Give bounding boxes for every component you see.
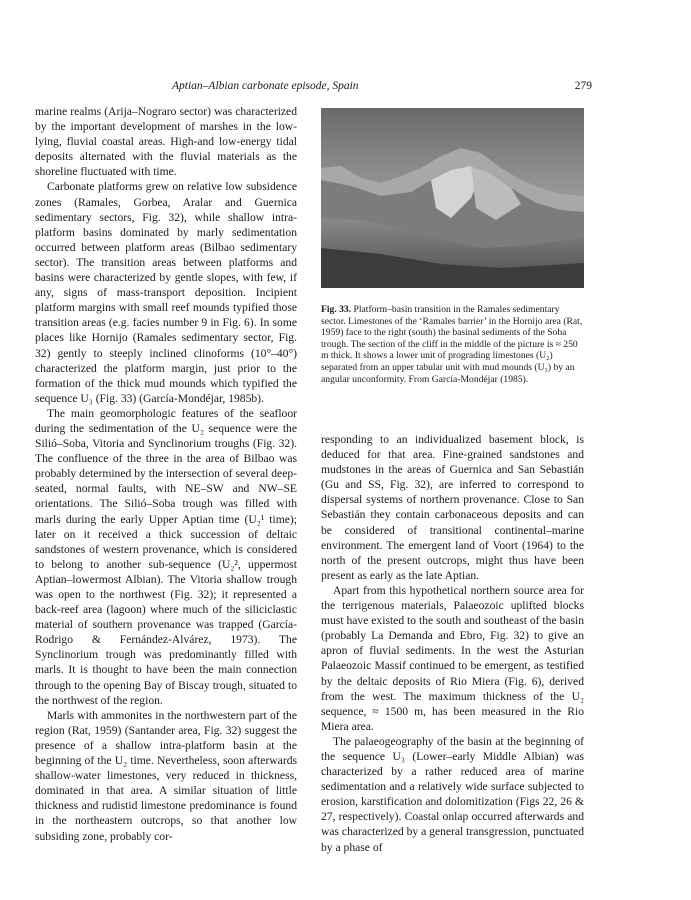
paragraph: Carbonate platforms grew on relative low subsidence zones (Ramales, Gorbea, Aralar and Guernica sedimentary sectors, Fig. 32), while shallow intra-platform basins dominated by marly sedimentation occurred between platform areas (Bilbao sedimentary sector). The transition areas between platforms and basins were characterized by gentle slopes, with few, if any, signs of mass-transport deposition. Incipient platform margins with small reef mounds typified those transition areas (e.g. facies number 9 in Fig. 6). In some places like Hornijo (Ramales sedimentary sector, Fig. 32) gently to steeply inclined clinoforms (10°–40°) characterized the platform margin, just prior to the formation of the thick mud mounds which typified the sequence U₃ (Fig. 33) (García-Mondéjar, 1985b).: [35, 180, 297, 405]
running-header: [32, 80, 592, 96]
page-number: 279: [574, 80, 592, 92]
running-title: Aptian–Albian carbonate episode, Spain: [172, 80, 359, 92]
paragraph: responding to an individualized basement block, is deduced for that area. Fine-grained sandstones and mudstones in the areas of Guernica and San Sebastián (Gu and SS, Fig. 32), are inferred to correspond to dispersal systems of northern provenance. Close to San Sebastián they contain carbonaceous deposits and can be considered of transitional continental–marine environment. The emergent land of Voort (1964) to the north of the present outcrops, might thus have been present as early as the late Aptian.: [321, 433, 584, 582]
left-column: [35, 104, 297, 844]
figure-photo: [321, 108, 584, 288]
paragraph: marine realms (Arija–Nograro sector) was characterized by the important development of marshes in the low-lying, fluvial coastal areas. High-and low-energy tidal deposits alternated with the fluvial materials as the shoreline fluctuated with time.: [35, 105, 297, 179]
paragraph: The main geomorphologic features of the seafloor during the sedimentation of the U₂ sequence were the Silió–Soba, Vitoria and Synclinorium troughs (Fig. 32). The confluence of the three in the area of Bilbao was probably determined by the intersection of several deep-seated, normal faults, with NE–SW and NW–SE orientations. The Silió–Soba trough was filled with marls during the early Upper Aptian time (U₂¹ time); later on it received a thick succession of deltaic sandstones of western provenance, which is considered to belong to another sub-sequence (U₂², uppermost Aptian–lowermost Albian). The Vitoria shallow trough was open to the northwest (Fig. 32); it represented a back-reef area (lagoon) where much of the siliciclastic material of southern provenance was trapped (García-Rodrigo & Fernández-Alvárez, 1973). The Synclinorium trough was predominantly filled with marls. It is thought to have been the main connection through to the opening Bay of Biscay trough, situated to the northwest of the region.: [35, 406, 297, 707]
paragraph: Marls with ammonites in the northwestern part of the region (Rat, 1959) (Santander area, Fig. 32) suggest the presence of a shallow intra-platform basin at the beginning of the U₂ time. Nevertheless, soon afterwards shallow-water limestones, very reduced in thickness, dominated in that area. A similar situation of little thickness and rudistid limestone predominance is found in the northeastern outcrops, so that another low subsiding zone, probably cor-: [35, 708, 297, 843]
figure-label: Fig. 33.: [321, 304, 352, 315]
paragraph: The palaeogeography of the basin at the beginning of the sequence U₃ (Lower–early Middle Albian) was characterized by a rather reduced area of marine sedimentation and a relatively wide surface subjected to erosion, karstification and dolomitization (Figs 22, 26 & 27, respectively). Coastal onlap occurred afterwards and was characterized by a general transgression, punctuated by a phase of: [321, 734, 584, 854]
figure-caption: [321, 304, 584, 385]
right-column: [321, 432, 584, 855]
paragraph: Apart from this hypothetical northern source area for the terrigenous materials, Palaeozoic uplifted blocks must have existed to the south and southeast of the basin (probably La Demanda and Ebro, Fig. 32) to give an apron of fluvial sediments. In the west the Asturian Palaeozoic Massif continued to be emergent, as testified by the deltaic deposits of Rio Miera (Fig. 6), derived from the west. The maximum thickness of the U₂ sequence, ≈ 1500 m, has been measured in the Rio Miera area.: [321, 583, 584, 733]
figure-caption-text: Platform–basin transition in the Ramales sedimentary sector. Limestones of the ‘Ramales barrier’ in the Hornijo area (Rat, 1959) face to the right (south) the basinal sediments of the Soba trough. The section of the cliff in the middle of the picture is ≈ 250 m thick. It shows a lower unit of prograding limestones (U₂) separated from an upper tabular unit with mud mounds (U₃) by an angular unconformity. From García-Mondéjar (1985).: [321, 304, 583, 385]
landscape-photo-image: [321, 108, 584, 288]
